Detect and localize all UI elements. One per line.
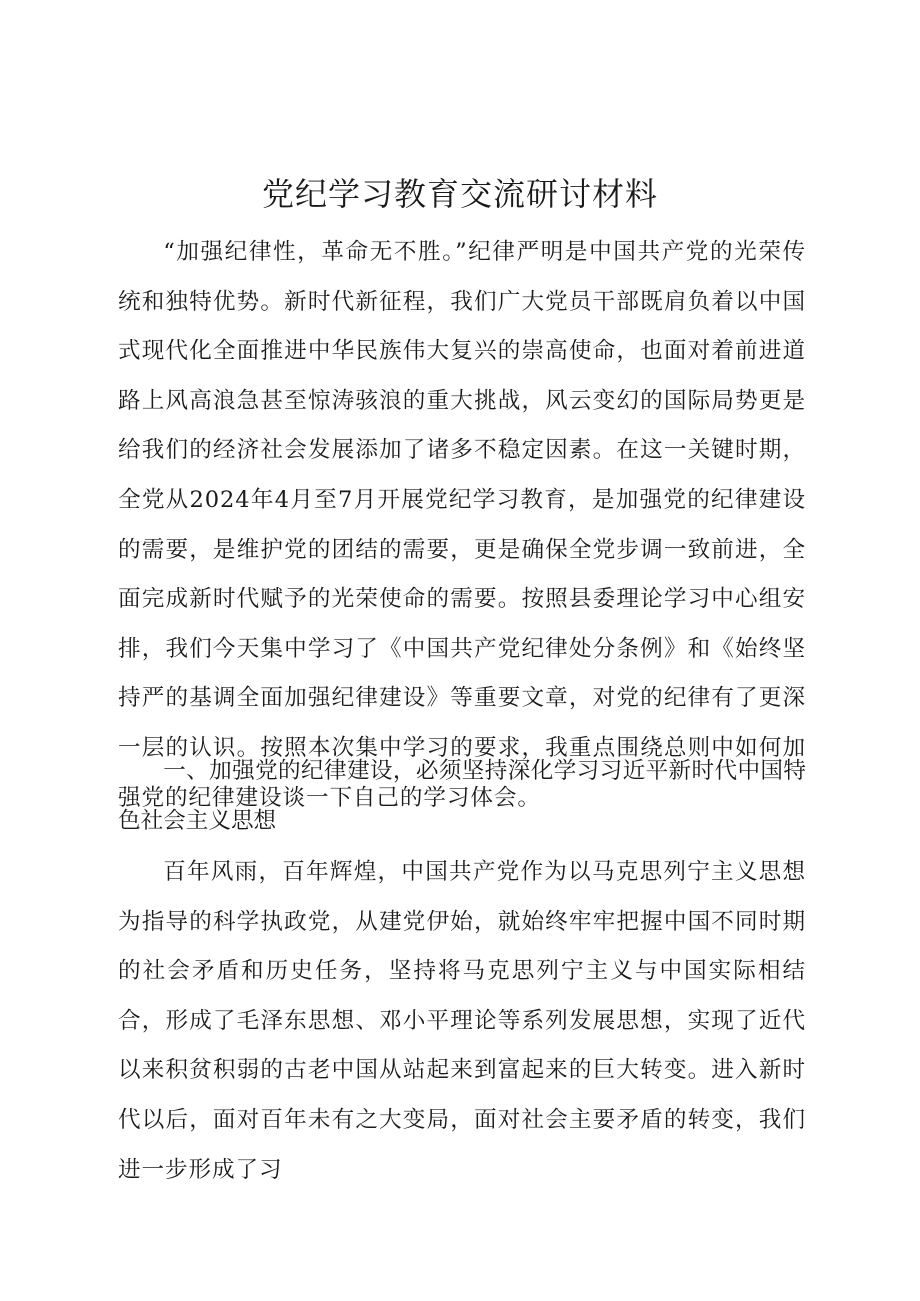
intro-paragraph: “加强纪律性，革命无不胜。”纪律严明是中国共产党的光荣传统和独特优势。新时代新征程，我们广大党员干部既肩负着以中国式现代化全面推进中华民族伟大复兴的崇高使命，也面对着前进道路上风高浪急甚至惊涛骇浪的重大挑战，风云变幻的国际局势更是给我们的经济社会发展添加了诸多不稳定因素。在这一关键时期，全党从2024年4月至7月开展党纪学习教育，是加强党的纪律建设的需要，是维护党的团结的需要，更是确保全党步调一致前进，全面完成新时代赋予的光荣使命的需要。按照县委理论学习中心组安排，我们今天集中学习了《中国共产党纪律处分条例》和《始终坚持严的基调全面加强纪律建设》等重要文章，对党的纪律有了更深一层的认识。按照本次集中学习的要求，我重点围绕总则中如何加强党的纪律建设谈一下自己的学习体会。 bbox=[118, 239, 806, 811]
section-1-paragraph: 百年风雨，百年辉煌，中国共产党作为以马克思列宁主义思想为指导的科学执政党，从建党伊始，就始终牢牢把握中国不同时期的社会矛盾和历史任务，坚持将马克思列宁主义与中国实际相结合，形成了毛泽东思想、邓小平理论等系列发展思想，实现了近代以来积贫积弱的古老中国从站起来到富起来的巨大转变。进入新时代以后，面对百年未有之大变局，面对社会主要矛盾的转变，我们进一步形成了习 bbox=[118, 859, 806, 1183]
document-title: 党纪学习教育交流研讨材料 bbox=[261, 175, 658, 213]
section-heading-1: 一、加强党的纪律建设，必须坚持深化学习习近平新时代中国特色社会主义思想 bbox=[118, 758, 806, 834]
